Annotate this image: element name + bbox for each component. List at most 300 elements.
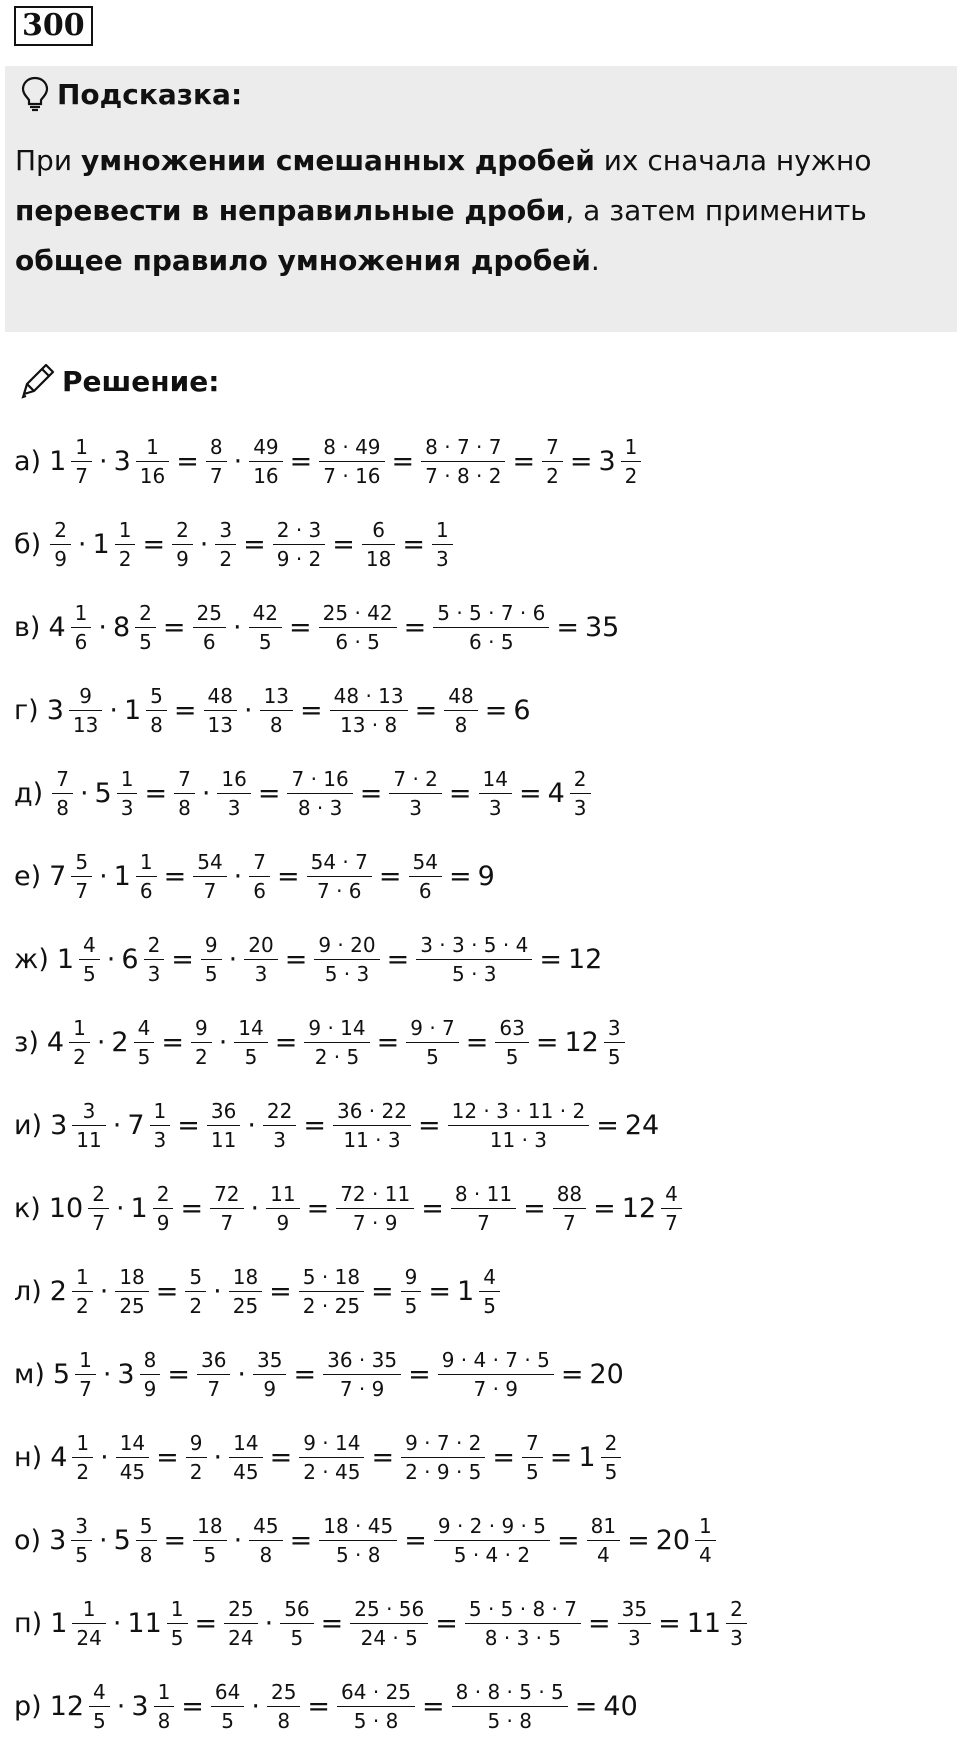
fraction bbox=[267, 1680, 300, 1733]
fraction bbox=[136, 850, 157, 903]
solution-line bbox=[14, 1333, 944, 1416]
numerator: 9 · 14 bbox=[308, 1016, 366, 1040]
whole-part: 4 bbox=[50, 1442, 68, 1473]
numerator: 63 bbox=[499, 1016, 525, 1040]
whole-part: 1 bbox=[56, 944, 75, 975]
numerator: 64 bbox=[214, 1680, 241, 1704]
denominator: 3 bbox=[217, 793, 250, 820]
numerator: 13 bbox=[263, 684, 290, 708]
mixed-number bbox=[49, 850, 93, 903]
operator: · bbox=[112, 1110, 122, 1141]
operator: = bbox=[177, 1110, 200, 1141]
fraction bbox=[135, 601, 156, 654]
denominator: 24 · 5 bbox=[350, 1623, 428, 1650]
operator: = bbox=[414, 695, 438, 726]
whole-part: 1 bbox=[123, 695, 142, 726]
fraction bbox=[172, 518, 193, 571]
operator: = bbox=[332, 529, 355, 560]
operator: = bbox=[523, 1193, 546, 1224]
solution-line bbox=[14, 918, 944, 1001]
operator: · bbox=[213, 1442, 223, 1473]
operator: · bbox=[98, 1525, 108, 1556]
fraction bbox=[153, 1182, 174, 1235]
fraction bbox=[406, 1016, 459, 1069]
operator: = bbox=[512, 446, 536, 477]
numerator: 36 bbox=[200, 1348, 227, 1372]
numerator: 9 bbox=[194, 1016, 208, 1040]
operator: = bbox=[391, 446, 415, 477]
fraction bbox=[244, 933, 277, 986]
fraction bbox=[140, 1348, 161, 1401]
numerator: 56 bbox=[284, 1597, 310, 1621]
operator: = bbox=[428, 1276, 452, 1307]
numerator: 5 bbox=[150, 684, 163, 708]
numerator: 49 bbox=[253, 435, 279, 459]
fraction bbox=[495, 1016, 528, 1069]
denominator: 18 bbox=[362, 544, 395, 571]
denominator: 8 · 3 · 5 bbox=[465, 1623, 581, 1650]
denominator: 4 bbox=[587, 1540, 620, 1567]
numerator: 2 · 3 bbox=[276, 518, 322, 542]
numerator: 14 bbox=[119, 1431, 146, 1455]
numerator: 1 bbox=[435, 518, 449, 542]
denominator: 9 bbox=[266, 1208, 299, 1235]
denominator: 7 bbox=[451, 1208, 516, 1235]
fraction bbox=[115, 518, 136, 571]
denominator: 7 bbox=[88, 1208, 109, 1235]
numerator: 54 · 7 bbox=[310, 850, 368, 874]
hint-box bbox=[5, 66, 957, 332]
fraction bbox=[71, 850, 92, 903]
operator: · bbox=[77, 529, 87, 560]
numerator: 1 bbox=[74, 601, 88, 625]
operator: = bbox=[465, 1027, 489, 1058]
denominator: 2 · 5 bbox=[304, 1042, 369, 1069]
denominator: 7 · 8 · 2 bbox=[421, 461, 505, 488]
fraction bbox=[621, 435, 642, 488]
denominator: 5 bbox=[211, 1706, 244, 1733]
mixed-number bbox=[49, 435, 93, 488]
fraction bbox=[465, 1597, 581, 1650]
denominator: 2 bbox=[72, 1457, 93, 1484]
line-label: л) bbox=[14, 1276, 42, 1307]
denominator: 5 · 8 bbox=[337, 1706, 415, 1733]
operator: = bbox=[574, 1691, 598, 1722]
solution-title: Решение: bbox=[62, 364, 220, 398]
fraction bbox=[116, 1431, 149, 1484]
denominator: 4 bbox=[695, 1540, 716, 1567]
fraction bbox=[299, 1431, 364, 1484]
denominator: 3 bbox=[479, 793, 512, 820]
denominator: 3 bbox=[150, 1125, 171, 1152]
fraction bbox=[174, 767, 195, 820]
mixed-number bbox=[687, 1597, 748, 1650]
solution-line bbox=[14, 420, 944, 503]
mixed-number bbox=[598, 435, 642, 488]
denominator: 5 bbox=[604, 1042, 625, 1069]
numerator: 72 bbox=[214, 1182, 240, 1206]
denominator: 7 · 9 bbox=[323, 1374, 401, 1401]
operator: · bbox=[102, 1359, 112, 1390]
whole-part: 12 bbox=[564, 1027, 599, 1058]
numerator: 48 · 13 bbox=[333, 684, 404, 708]
fraction bbox=[206, 435, 227, 488]
numerator: 9 · 14 bbox=[303, 1431, 361, 1455]
fraction bbox=[117, 767, 138, 820]
denominator: 7 · 6 bbox=[307, 876, 372, 903]
denominator: 8 · 3 bbox=[287, 793, 352, 820]
operator: = bbox=[194, 1608, 218, 1639]
numerator: 18 bbox=[232, 1265, 259, 1289]
numerator: 8 · 8 · 5 · 5 bbox=[455, 1680, 564, 1704]
operator: = bbox=[422, 1691, 445, 1722]
numerator: 2 bbox=[139, 601, 152, 625]
numerator: 9 · 7 bbox=[410, 1016, 455, 1040]
hint-text-bold: умножении смешанных дробей bbox=[80, 144, 595, 177]
operator: · bbox=[237, 1359, 247, 1390]
fraction bbox=[726, 1597, 747, 1650]
denominator: 2 bbox=[542, 461, 563, 488]
operator: = bbox=[303, 1110, 326, 1141]
whole-part: 3 bbox=[46, 695, 64, 726]
numerator: 1 bbox=[82, 1597, 96, 1621]
whole-part: 8 bbox=[112, 612, 131, 643]
fraction bbox=[204, 684, 237, 737]
exercise-number: 300 bbox=[14, 6, 93, 46]
fraction bbox=[193, 1514, 226, 1567]
fraction bbox=[185, 1265, 206, 1318]
mixed-number bbox=[111, 1016, 155, 1069]
numerator: 36 · 35 bbox=[327, 1348, 398, 1372]
solution-line bbox=[14, 1250, 944, 1333]
numerator: 22 bbox=[266, 1099, 293, 1123]
fraction bbox=[154, 1680, 175, 1733]
fraction bbox=[260, 684, 293, 737]
numerator: 2 bbox=[604, 1431, 618, 1455]
operator: = bbox=[180, 1193, 204, 1224]
numerator: 3 bbox=[219, 518, 233, 542]
numerator: 12 · 3 · 11 · 2 bbox=[451, 1099, 586, 1123]
fraction bbox=[337, 1680, 415, 1733]
numerator: 25 bbox=[228, 1597, 254, 1621]
mixed-number bbox=[57, 933, 101, 986]
fraction bbox=[193, 601, 226, 654]
whole-part: 1 bbox=[50, 1608, 68, 1639]
denominator: 8 bbox=[174, 793, 195, 820]
numerator: 1 bbox=[139, 850, 153, 874]
solution-line bbox=[14, 1665, 944, 1748]
operator: = bbox=[155, 1276, 179, 1307]
numerator: 6 bbox=[372, 518, 385, 542]
numerator: 1 bbox=[170, 1597, 184, 1621]
operator: · bbox=[109, 695, 118, 726]
operator: = bbox=[161, 1027, 184, 1058]
operator: = bbox=[243, 529, 266, 560]
denominator: 3 bbox=[618, 1623, 651, 1650]
whole-part: 12 bbox=[49, 1691, 85, 1722]
result-number: 24 bbox=[624, 1110, 660, 1141]
numerator: 72 · 11 bbox=[340, 1182, 411, 1206]
denominator: 5 bbox=[79, 959, 100, 986]
operator: = bbox=[448, 861, 472, 892]
numerator: 5 · 5 · 7 · 6 bbox=[437, 601, 546, 625]
result-number: 6 bbox=[513, 695, 531, 726]
whole-part: 1 bbox=[578, 1442, 596, 1473]
denominator: 8 bbox=[249, 1540, 282, 1567]
numerator: 14 bbox=[238, 1016, 264, 1040]
fraction bbox=[319, 435, 384, 488]
denominator: 9 bbox=[50, 544, 71, 571]
fraction bbox=[229, 1431, 262, 1484]
hint-text-part: При bbox=[15, 144, 81, 177]
whole-part: 4 bbox=[547, 778, 565, 809]
numerator: 9 · 2 · 9 · 5 bbox=[437, 1514, 546, 1538]
fraction bbox=[401, 1431, 485, 1484]
denominator: 5 bbox=[280, 1623, 313, 1650]
denominator: 2 bbox=[191, 1042, 212, 1069]
fraction bbox=[69, 684, 102, 737]
denominator: 5 bbox=[71, 1540, 92, 1567]
numerator: 1 bbox=[153, 1099, 167, 1123]
denominator: 3 bbox=[244, 959, 277, 986]
operator: · bbox=[96, 1027, 106, 1058]
fraction bbox=[79, 933, 100, 986]
fraction bbox=[201, 933, 222, 986]
operator: = bbox=[448, 778, 472, 809]
denominator: 5 · 8 bbox=[452, 1706, 568, 1733]
denominator: 2 bbox=[621, 461, 642, 488]
operator: = bbox=[596, 1110, 619, 1141]
operator: = bbox=[549, 1442, 573, 1473]
fraction bbox=[273, 518, 326, 571]
denominator: 25 bbox=[115, 1291, 148, 1318]
fraction bbox=[71, 1514, 92, 1567]
whole-part: 11 bbox=[686, 1608, 722, 1639]
numerator: 5 · 18 bbox=[302, 1265, 361, 1289]
solution-line bbox=[14, 503, 944, 586]
solution-line bbox=[14, 669, 944, 752]
mixed-number bbox=[114, 435, 171, 488]
denominator: 8 bbox=[52, 793, 73, 820]
numerator: 20 bbox=[248, 933, 274, 957]
numerator: 9 bbox=[204, 933, 218, 957]
denominator: 8 bbox=[154, 1706, 175, 1733]
numerator: 7 · 16 bbox=[291, 767, 349, 791]
numerator: 1 bbox=[118, 518, 132, 542]
whole-part: 6 bbox=[121, 944, 139, 975]
numerator: 35 bbox=[621, 1597, 648, 1621]
numerator: 1 bbox=[75, 1265, 89, 1289]
numerator: 3 bbox=[82, 1099, 96, 1123]
whole-part: 1 bbox=[130, 1193, 148, 1224]
operator: = bbox=[274, 1027, 298, 1058]
hint-text-part: . bbox=[590, 244, 600, 277]
numerator: 14 bbox=[233, 1431, 259, 1455]
operator: = bbox=[162, 612, 186, 643]
mixed-number bbox=[131, 1680, 175, 1733]
mixed-number bbox=[47, 684, 104, 737]
operator: = bbox=[408, 1359, 431, 1390]
fraction bbox=[448, 1099, 590, 1152]
fraction bbox=[75, 1348, 96, 1401]
mixed-number bbox=[93, 518, 137, 571]
fraction bbox=[587, 1514, 620, 1567]
fraction bbox=[253, 1348, 286, 1401]
denominator: 5 bbox=[522, 1457, 543, 1484]
denominator: 5 · 4 · 2 bbox=[434, 1540, 550, 1567]
operator: · bbox=[99, 1276, 109, 1307]
fraction bbox=[88, 1182, 109, 1235]
operator: = bbox=[518, 778, 542, 809]
operator: · bbox=[218, 1027, 228, 1058]
whole-part: 1 bbox=[113, 861, 131, 892]
numerator: 18 · 45 bbox=[323, 1514, 394, 1538]
numerator: 2 bbox=[147, 933, 161, 957]
whole-part: 4 bbox=[48, 612, 66, 643]
fraction bbox=[69, 1016, 90, 1069]
denominator: 11 · 3 bbox=[333, 1125, 411, 1152]
denominator: 3 bbox=[117, 793, 138, 820]
hint-text-part: , а затем применить bbox=[565, 194, 867, 227]
numerator: 7 bbox=[253, 850, 266, 874]
numerator: 9 bbox=[79, 684, 93, 708]
numerator: 4 bbox=[93, 1680, 106, 1704]
denominator: 2 · 9 · 5 bbox=[401, 1457, 485, 1484]
denominator: 9 · 2 bbox=[273, 544, 326, 571]
numerator: 2 bbox=[176, 518, 189, 542]
denominator: 2 bbox=[215, 544, 236, 571]
solution-line bbox=[14, 835, 944, 918]
whole-part: 11 bbox=[127, 1608, 162, 1639]
operator: · bbox=[99, 861, 108, 892]
operator: = bbox=[556, 612, 579, 643]
mixed-number bbox=[127, 1597, 188, 1650]
fraction bbox=[72, 1597, 105, 1650]
denominator: 45 bbox=[116, 1457, 149, 1484]
denominator: 3 bbox=[570, 793, 591, 820]
operator: = bbox=[293, 1359, 317, 1390]
numerator: 1 bbox=[120, 767, 134, 791]
fraction bbox=[234, 1016, 267, 1069]
denominator: 7 · 9 bbox=[336, 1208, 414, 1235]
denominator: 5 bbox=[193, 1540, 226, 1567]
operator: = bbox=[156, 1442, 179, 1473]
denominator: 5 bbox=[601, 1457, 622, 1484]
denominator: 8 bbox=[136, 1540, 157, 1567]
mixed-number bbox=[656, 1514, 717, 1567]
numerator: 25 · 42 bbox=[322, 601, 393, 625]
mixed-number bbox=[124, 684, 168, 737]
fraction bbox=[522, 1431, 543, 1484]
fraction bbox=[215, 518, 236, 571]
result-number: 12 bbox=[567, 944, 603, 975]
line-label: ж) bbox=[14, 944, 49, 975]
mixed-number bbox=[50, 1431, 94, 1484]
result-number: 9 bbox=[477, 861, 495, 892]
mixed-number bbox=[50, 1099, 107, 1152]
operator: = bbox=[320, 1608, 344, 1639]
solution-body bbox=[14, 420, 944, 1748]
fraction bbox=[89, 1680, 110, 1733]
numerator: 7 bbox=[178, 767, 191, 791]
operator: = bbox=[539, 944, 562, 975]
fraction bbox=[479, 1265, 500, 1318]
numerator: 18 bbox=[119, 1265, 145, 1289]
denominator: 5 bbox=[134, 1042, 155, 1069]
fraction bbox=[314, 933, 379, 986]
denominator: 3 bbox=[263, 1125, 296, 1152]
fraction bbox=[336, 1182, 414, 1235]
mixed-number bbox=[95, 767, 139, 820]
operator: · bbox=[98, 612, 107, 643]
denominator: 2 bbox=[185, 1291, 206, 1318]
fraction bbox=[280, 1597, 313, 1650]
whole-part: 3 bbox=[131, 1691, 149, 1722]
fraction bbox=[229, 1265, 262, 1318]
denominator: 5 · 3 bbox=[416, 959, 532, 986]
fraction bbox=[146, 684, 167, 737]
result-number: 40 bbox=[603, 1691, 638, 1722]
numerator: 1 bbox=[79, 1348, 92, 1372]
numerator: 4 bbox=[665, 1182, 678, 1206]
whole-part: 10 bbox=[48, 1193, 84, 1224]
line-label: а) bbox=[14, 446, 42, 477]
result-number: 35 bbox=[585, 612, 620, 643]
numerator: 54 bbox=[412, 850, 438, 874]
denominator: 7 bbox=[206, 461, 227, 488]
operator: = bbox=[176, 446, 199, 477]
numerator: 9 · 20 bbox=[318, 933, 376, 957]
denominator: 16 bbox=[249, 461, 282, 488]
numerator: 14 bbox=[482, 767, 508, 791]
whole-part: 3 bbox=[49, 1525, 67, 1556]
denominator: 2 bbox=[69, 1042, 90, 1069]
operator: · bbox=[199, 529, 209, 560]
operator: · bbox=[79, 778, 89, 809]
numerator: 5 bbox=[139, 1514, 153, 1538]
line-label: г) bbox=[14, 695, 39, 726]
solution-line bbox=[14, 1416, 944, 1499]
numerator: 9 bbox=[404, 1265, 418, 1289]
numerator: 2 bbox=[730, 1597, 743, 1621]
denominator: 7 · 16 bbox=[319, 461, 384, 488]
hint-title: Подсказка: bbox=[57, 77, 243, 111]
fraction bbox=[409, 850, 442, 903]
denominator: 7 bbox=[75, 1374, 96, 1401]
solution-line bbox=[14, 586, 944, 669]
denominator: 6 bbox=[409, 876, 442, 903]
operator: = bbox=[289, 446, 313, 477]
denominator: 6 bbox=[193, 627, 226, 654]
line-label: в) bbox=[14, 612, 41, 643]
whole-part: 2 bbox=[111, 1027, 129, 1058]
fraction bbox=[249, 601, 282, 654]
fraction bbox=[479, 767, 512, 820]
numerator: 2 bbox=[156, 1182, 170, 1206]
line-label: о) bbox=[14, 1525, 42, 1556]
fraction bbox=[333, 1099, 411, 1152]
denominator: 3 bbox=[389, 793, 442, 820]
denominator: 3 bbox=[432, 544, 453, 571]
operator: = bbox=[277, 861, 300, 892]
denominator: 7 bbox=[197, 1374, 230, 1401]
operator: = bbox=[269, 1442, 293, 1473]
fraction bbox=[542, 435, 563, 488]
operator: = bbox=[560, 1359, 584, 1390]
operator: = bbox=[269, 1276, 292, 1307]
numerator: 4 bbox=[483, 1265, 496, 1289]
numerator: 25 bbox=[270, 1680, 297, 1704]
